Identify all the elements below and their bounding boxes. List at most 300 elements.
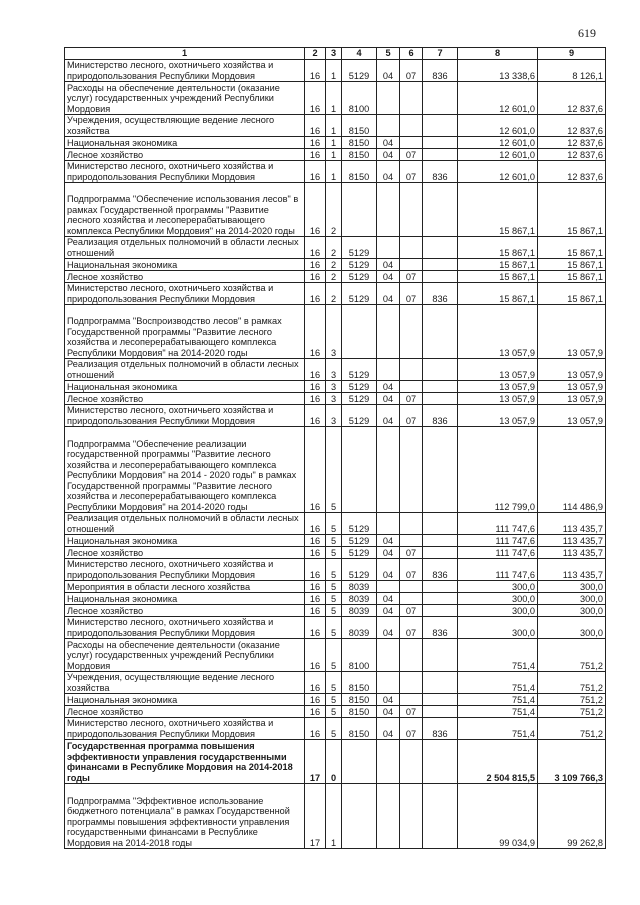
program-code-cell: 16: [305, 617, 326, 639]
table-row: [65, 405, 606, 427]
subprogram-code-cell: 1: [326, 115, 342, 137]
amount-year2-cell: 15 867,1: [538, 271, 606, 283]
row-name-cell: Мероприятия в области лесного хозяйства: [65, 581, 305, 593]
expense-type-cell: [423, 427, 458, 513]
subprogram-code-cell: 2: [326, 237, 342, 259]
amount-year2-cell: 13 057,9: [538, 381, 606, 393]
subprogram-code-cell: 3: [326, 359, 342, 381]
section-cell: 04: [377, 161, 400, 183]
row-name-cell: Лесное хозяйство: [65, 149, 305, 161]
table-row: [65, 513, 606, 535]
subprogram-code-cell: 3: [326, 405, 342, 427]
subprogram-code-cell: 0: [326, 740, 342, 784]
program-code-cell: 17: [305, 740, 326, 784]
section-cell: [377, 237, 400, 259]
target-item-cell: 8150: [342, 706, 377, 718]
row-name-cell: Национальная экономика: [65, 137, 305, 149]
amount-year2-cell: 8 126,1: [538, 60, 606, 82]
column-header: 6: [400, 48, 423, 60]
row-name-cell: Министерство лесного, охотничьего хозяйства и природопользования Республики Мордовия: [65, 283, 305, 305]
section-cell: 04: [377, 547, 400, 559]
column-header: 7: [423, 48, 458, 60]
section-cell: [377, 183, 400, 237]
target-item-cell: 8100: [342, 639, 377, 672]
target-item-cell: 5129: [342, 283, 377, 305]
amount-year1-cell: 12 601,0: [458, 82, 538, 115]
expense-type-cell: [423, 513, 458, 535]
amount-year1-cell: 15 867,1: [458, 259, 538, 271]
program-code-cell: 16: [305, 359, 326, 381]
expense-type-cell: [423, 593, 458, 605]
program-code-cell: 16: [305, 581, 326, 593]
table-row: [65, 672, 606, 694]
section-cell: [377, 672, 400, 694]
amount-year2-cell: 113 435,7: [538, 559, 606, 581]
subprogram-code-cell: 1: [326, 82, 342, 115]
section-cell: 04: [377, 593, 400, 605]
amount-year2-cell: 3 109 766,3: [538, 740, 606, 784]
expense-type-cell: [423, 605, 458, 617]
page-number: 619: [578, 26, 596, 40]
amount-year1-cell: 751,4: [458, 639, 538, 672]
amount-year2-cell: 113 435,7: [538, 535, 606, 547]
subsection-cell: [400, 535, 423, 547]
table-row: [65, 547, 606, 559]
target-item-cell: 5129: [342, 547, 377, 559]
subsection-cell: [400, 183, 423, 237]
expense-type-cell: [423, 740, 458, 784]
program-code-cell: 16: [305, 639, 326, 672]
program-code-cell: 17: [305, 784, 326, 849]
target-item-cell: 8150: [342, 115, 377, 137]
subprogram-code-cell: 5: [326, 593, 342, 605]
expense-type-cell: 836: [423, 617, 458, 639]
subsection-cell: [400, 82, 423, 115]
amount-year1-cell: 13 057,9: [458, 393, 538, 405]
row-name-cell: Реализация отдельных полномочий в области лесных отношений: [65, 359, 305, 381]
subsection-cell: 07: [400, 718, 423, 740]
amount-year2-cell: 15 867,1: [538, 183, 606, 237]
program-code-cell: 16: [305, 82, 326, 115]
amount-year1-cell: 15 867,1: [458, 283, 538, 305]
expense-type-cell: [423, 183, 458, 237]
table-row: [65, 82, 606, 115]
section-cell: 04: [377, 605, 400, 617]
table-row: [65, 283, 606, 305]
amount-year2-cell: 300,0: [538, 617, 606, 639]
subsection-cell: [400, 581, 423, 593]
row-name-cell: Реализация отдельных полномочий в области лесных отношений: [65, 237, 305, 259]
expense-type-cell: [423, 115, 458, 137]
amount-year1-cell: 111 747,6: [458, 547, 538, 559]
section-cell: [377, 513, 400, 535]
expense-type-cell: [423, 259, 458, 271]
subsection-cell: [400, 427, 423, 513]
amount-year2-cell: 15 867,1: [538, 283, 606, 305]
amount-year2-cell: 751,2: [538, 706, 606, 718]
expense-type-cell: [423, 237, 458, 259]
target-item-cell: 8150: [342, 672, 377, 694]
subsection-cell: [400, 740, 423, 784]
row-name-cell: Министерство лесного, охотничьего хозяйства и природопользования Республики Мордовия: [65, 405, 305, 427]
amount-year1-cell: 12 601,0: [458, 161, 538, 183]
table-row: [65, 137, 606, 149]
subsection-cell: 07: [400, 617, 423, 639]
target-item-cell: 8100: [342, 82, 377, 115]
amount-year2-cell: 113 435,7: [538, 547, 606, 559]
section-cell: 04: [377, 694, 400, 706]
row-name-cell: Расходы на обеспечение деятельности (оказание услуг) государственных учреждений Республики Мордовия: [65, 639, 305, 672]
amount-year1-cell: 2 504 815,5: [458, 740, 538, 784]
table-row: [65, 694, 606, 706]
subsection-cell: [400, 694, 423, 706]
expense-type-cell: [423, 381, 458, 393]
section-cell: 04: [377, 718, 400, 740]
section-cell: 04: [377, 706, 400, 718]
table-row: [65, 237, 606, 259]
program-code-cell: 16: [305, 149, 326, 161]
target-item-cell: 5129: [342, 60, 377, 82]
subsection-cell: 07: [400, 161, 423, 183]
subsection-cell: [400, 593, 423, 605]
row-name-cell: Лесное хозяйство: [65, 271, 305, 283]
subsection-cell: [400, 259, 423, 271]
expense-type-cell: [423, 694, 458, 706]
section-cell: 04: [377, 60, 400, 82]
subsection-cell: 07: [400, 405, 423, 427]
section-cell: 04: [377, 559, 400, 581]
target-item-cell: 8150: [342, 161, 377, 183]
section-cell: [377, 305, 400, 359]
target-item-cell: [342, 784, 377, 849]
expense-type-cell: [423, 535, 458, 547]
program-code-cell: 16: [305, 381, 326, 393]
amount-year1-cell: 112 799,0: [458, 427, 538, 513]
target-item-cell: 8150: [342, 694, 377, 706]
row-name-cell: Министерство лесного, охотничьего хозяйства и природопользования Республики Мордовия: [65, 60, 305, 82]
table-row: [65, 271, 606, 283]
table-row: [65, 149, 606, 161]
table-row: [65, 706, 606, 718]
program-code-cell: 16: [305, 513, 326, 535]
table-row: [65, 381, 606, 393]
row-name-cell: Лесное хозяйство: [65, 706, 305, 718]
program-code-cell: 16: [305, 115, 326, 137]
amount-year1-cell: 751,4: [458, 706, 538, 718]
expense-type-cell: 836: [423, 559, 458, 581]
target-item-cell: 5129: [342, 359, 377, 381]
row-name-cell: Лесное хозяйство: [65, 605, 305, 617]
row-name-cell: Национальная экономика: [65, 593, 305, 605]
subsection-cell: [400, 381, 423, 393]
expense-type-cell: 836: [423, 161, 458, 183]
amount-year2-cell: 15 867,1: [538, 259, 606, 271]
column-header: 4: [342, 48, 377, 60]
target-item-cell: 5129: [342, 259, 377, 271]
amount-year2-cell: 13 057,9: [538, 393, 606, 405]
table-row: [65, 393, 606, 405]
expense-type-cell: [423, 305, 458, 359]
amount-year2-cell: 300,0: [538, 593, 606, 605]
program-code-cell: 16: [305, 183, 326, 237]
amount-year1-cell: 12 601,0: [458, 137, 538, 149]
row-name-cell: Расходы на обеспечение деятельности (оказание услуг) государственных учреждений Республики Мордовия: [65, 82, 305, 115]
target-item-cell: 8150: [342, 149, 377, 161]
program-code-cell: 16: [305, 305, 326, 359]
target-item-cell: [342, 183, 377, 237]
row-name-cell: Лесное хозяйство: [65, 547, 305, 559]
amount-year1-cell: 111 747,6: [458, 513, 538, 535]
table-row: [65, 718, 606, 740]
subprogram-code-cell: 3: [326, 381, 342, 393]
subsection-cell: [400, 359, 423, 381]
expense-type-cell: [423, 706, 458, 718]
section-cell: [377, 82, 400, 115]
amount-year1-cell: 300,0: [458, 581, 538, 593]
table-row: [65, 427, 606, 513]
program-code-cell: 16: [305, 259, 326, 271]
expense-type-cell: 836: [423, 718, 458, 740]
amount-year1-cell: 300,0: [458, 593, 538, 605]
program-code-cell: 16: [305, 161, 326, 183]
amount-year2-cell: 114 486,9: [538, 427, 606, 513]
expense-type-cell: [423, 581, 458, 593]
subprogram-code-cell: 1: [326, 161, 342, 183]
subsection-cell: [400, 137, 423, 149]
amount-year1-cell: 13 057,9: [458, 405, 538, 427]
program-code-cell: 16: [305, 694, 326, 706]
section-cell: 04: [377, 137, 400, 149]
column-header: 8: [458, 48, 538, 60]
program-code-cell: 16: [305, 706, 326, 718]
row-name-cell: Учреждения, осуществляющие ведение лесного хозяйства: [65, 672, 305, 694]
target-item-cell: [342, 740, 377, 784]
program-code-cell: 16: [305, 535, 326, 547]
section-cell: [377, 115, 400, 137]
row-name-cell: Министерство лесного, охотничьего хозяйства и природопользования Республики Мордовия: [65, 559, 305, 581]
column-header: 2: [305, 48, 326, 60]
subprogram-code-cell: 5: [326, 513, 342, 535]
amount-year1-cell: 99 034,9: [458, 784, 538, 849]
subsection-cell: [400, 639, 423, 672]
program-code-cell: 16: [305, 605, 326, 617]
section-cell: 04: [377, 617, 400, 639]
program-code-cell: 16: [305, 393, 326, 405]
target-item-cell: [342, 427, 377, 513]
expense-type-cell: 836: [423, 405, 458, 427]
amount-year2-cell: 300,0: [538, 581, 606, 593]
table-row: [65, 605, 606, 617]
target-item-cell: 8039: [342, 593, 377, 605]
target-item-cell: 8039: [342, 581, 377, 593]
subprogram-code-cell: 5: [326, 559, 342, 581]
program-code-cell: 16: [305, 718, 326, 740]
amount-year2-cell: 751,2: [538, 694, 606, 706]
subsection-cell: 07: [400, 271, 423, 283]
target-item-cell: 5129: [342, 381, 377, 393]
subprogram-code-cell: 5: [326, 694, 342, 706]
program-code-cell: 16: [305, 593, 326, 605]
column-header: 1: [65, 48, 305, 60]
table-row: [65, 115, 606, 137]
table-row: [65, 60, 606, 82]
subprogram-code-cell: 1: [326, 784, 342, 849]
subsection-cell: 07: [400, 60, 423, 82]
subsection-cell: [400, 237, 423, 259]
subsection-cell: 07: [400, 393, 423, 405]
subsection-cell: [400, 305, 423, 359]
section-cell: 04: [377, 381, 400, 393]
subprogram-code-cell: 2: [326, 259, 342, 271]
program-code-cell: 16: [305, 237, 326, 259]
subsection-cell: 07: [400, 605, 423, 617]
subprogram-code-cell: 5: [326, 581, 342, 593]
table-header-row: [65, 48, 606, 60]
amount-year2-cell: 13 057,9: [538, 405, 606, 427]
program-code-cell: 16: [305, 271, 326, 283]
amount-year1-cell: 300,0: [458, 605, 538, 617]
target-item-cell: 5129: [342, 405, 377, 427]
column-header: 3: [326, 48, 342, 60]
row-name-cell: Национальная экономика: [65, 381, 305, 393]
program-code-cell: 16: [305, 672, 326, 694]
target-item-cell: 5129: [342, 237, 377, 259]
subprogram-code-cell: 5: [326, 639, 342, 672]
amount-year2-cell: 12 837,6: [538, 82, 606, 115]
subsection-cell: 07: [400, 149, 423, 161]
section-cell: 04: [377, 405, 400, 427]
amount-year2-cell: 15 867,1: [538, 237, 606, 259]
amount-year1-cell: 15 867,1: [458, 271, 538, 283]
subsection-cell: [400, 513, 423, 535]
subsection-cell: 07: [400, 559, 423, 581]
section-cell: [377, 581, 400, 593]
row-name-cell: Реализация отдельных полномочий в области лесных отношений: [65, 513, 305, 535]
subprogram-code-cell: 3: [326, 305, 342, 359]
expense-type-cell: [423, 784, 458, 849]
amount-year1-cell: 13 338,6: [458, 60, 538, 82]
amount-year2-cell: 12 837,6: [538, 149, 606, 161]
target-item-cell: 5129: [342, 513, 377, 535]
amount-year1-cell: 12 601,0: [458, 149, 538, 161]
program-code-cell: 16: [305, 137, 326, 149]
row-name-cell: Учреждения, осуществляющие ведение лесного хозяйства: [65, 115, 305, 137]
amount-year1-cell: 13 057,9: [458, 305, 538, 359]
subprogram-code-cell: 5: [326, 535, 342, 547]
amount-year2-cell: 12 837,6: [538, 161, 606, 183]
expense-type-cell: [423, 137, 458, 149]
program-code-cell: 16: [305, 405, 326, 427]
table-row: [65, 305, 606, 359]
subsection-cell: 07: [400, 706, 423, 718]
amount-year2-cell: 12 837,6: [538, 137, 606, 149]
section-cell: [377, 740, 400, 784]
column-header: 5: [377, 48, 400, 60]
target-item-cell: 5129: [342, 393, 377, 405]
subprogram-code-cell: 1: [326, 137, 342, 149]
subprogram-code-cell: 2: [326, 183, 342, 237]
expense-type-cell: 836: [423, 283, 458, 305]
table-row: [65, 581, 606, 593]
subprogram-code-cell: 1: [326, 149, 342, 161]
amount-year2-cell: 12 837,6: [538, 115, 606, 137]
row-name-cell: Подпрограмма "Обеспечение реализации государственной программы "Развитие лесного хозяйства и лесоперерабатывающего комплекса Республики Мордовия" на 2014 - 2020 годы" в рамках Государственной программы "Развитие лесного хозяйства и лесоперерабатывающего комплекса Республики Мордовия" на 2014-2020 годы: [65, 427, 305, 513]
row-name-cell: Национальная экономика: [65, 694, 305, 706]
target-item-cell: 5129: [342, 271, 377, 283]
amount-year1-cell: 751,4: [458, 694, 538, 706]
table-row: [65, 161, 606, 183]
section-cell: [377, 784, 400, 849]
target-item-cell: 8150: [342, 137, 377, 149]
program-code-cell: 16: [305, 283, 326, 305]
target-item-cell: [342, 305, 377, 359]
section-cell: 04: [377, 259, 400, 271]
subsection-cell: 07: [400, 283, 423, 305]
table-body: [65, 60, 606, 849]
target-item-cell: 8039: [342, 605, 377, 617]
subprogram-code-cell: 1: [326, 60, 342, 82]
expense-type-cell: [423, 393, 458, 405]
amount-year1-cell: 15 867,1: [458, 183, 538, 237]
row-name-cell: Министерство лесного, охотничьего хозяйства и природопользования Республики Мордовия: [65, 617, 305, 639]
expense-type-cell: 836: [423, 60, 458, 82]
expense-type-cell: [423, 271, 458, 283]
table-row: [65, 359, 606, 381]
column-header: 9: [538, 48, 606, 60]
amount-year2-cell: 751,2: [538, 672, 606, 694]
section-cell: 04: [377, 535, 400, 547]
section-cell: 04: [377, 271, 400, 283]
expense-type-cell: [423, 82, 458, 115]
table-row: [65, 559, 606, 581]
subsection-cell: [400, 115, 423, 137]
target-item-cell: 5129: [342, 535, 377, 547]
table-row: [65, 639, 606, 672]
amount-year2-cell: 13 057,9: [538, 359, 606, 381]
subsection-cell: [400, 784, 423, 849]
subsection-cell: [400, 672, 423, 694]
table-row: [65, 183, 606, 237]
row-name-cell: Лесное хозяйство: [65, 393, 305, 405]
target-item-cell: 8150: [342, 718, 377, 740]
amount-year2-cell: 751,2: [538, 639, 606, 672]
table-row: [65, 259, 606, 271]
subprogram-code-cell: 3: [326, 393, 342, 405]
subprogram-code-cell: 2: [326, 283, 342, 305]
row-name-cell: Государственная программа повышения эффективности управления государственными финансами в Республике Мордовия на 2014-2018 годы: [65, 740, 305, 784]
amount-year1-cell: 111 747,6: [458, 535, 538, 547]
expense-type-cell: [423, 149, 458, 161]
section-cell: [377, 639, 400, 672]
subsection-cell: 07: [400, 547, 423, 559]
amount-year1-cell: 12 601,0: [458, 115, 538, 137]
amount-year2-cell: 13 057,9: [538, 305, 606, 359]
table-row: [65, 784, 606, 849]
amount-year1-cell: 13 057,9: [458, 359, 538, 381]
table-row: [65, 617, 606, 639]
table-row: [65, 740, 606, 784]
row-name-cell: Национальная экономика: [65, 259, 305, 271]
subprogram-code-cell: 2: [326, 271, 342, 283]
row-name-cell: Подпрограмма "Эффективное использование бюджетного потенциала" в рамках Государственной программы повышения эффективности управления государственными финансами в Республике Мордовия на 2014-2018 годы: [65, 784, 305, 849]
row-name-cell: Национальная экономика: [65, 535, 305, 547]
expense-type-cell: [423, 547, 458, 559]
section-cell: 04: [377, 283, 400, 305]
amount-year2-cell: 300,0: [538, 605, 606, 617]
section-cell: [377, 359, 400, 381]
row-name-cell: Подпрограмма "Воспроизводство лесов" в рамках Государственной программы "Развитие лесного хозяйства и лесоперерабатывающего комплекса Республики Мордовия" на 2014-2020 годы: [65, 305, 305, 359]
target-item-cell: 5129: [342, 559, 377, 581]
